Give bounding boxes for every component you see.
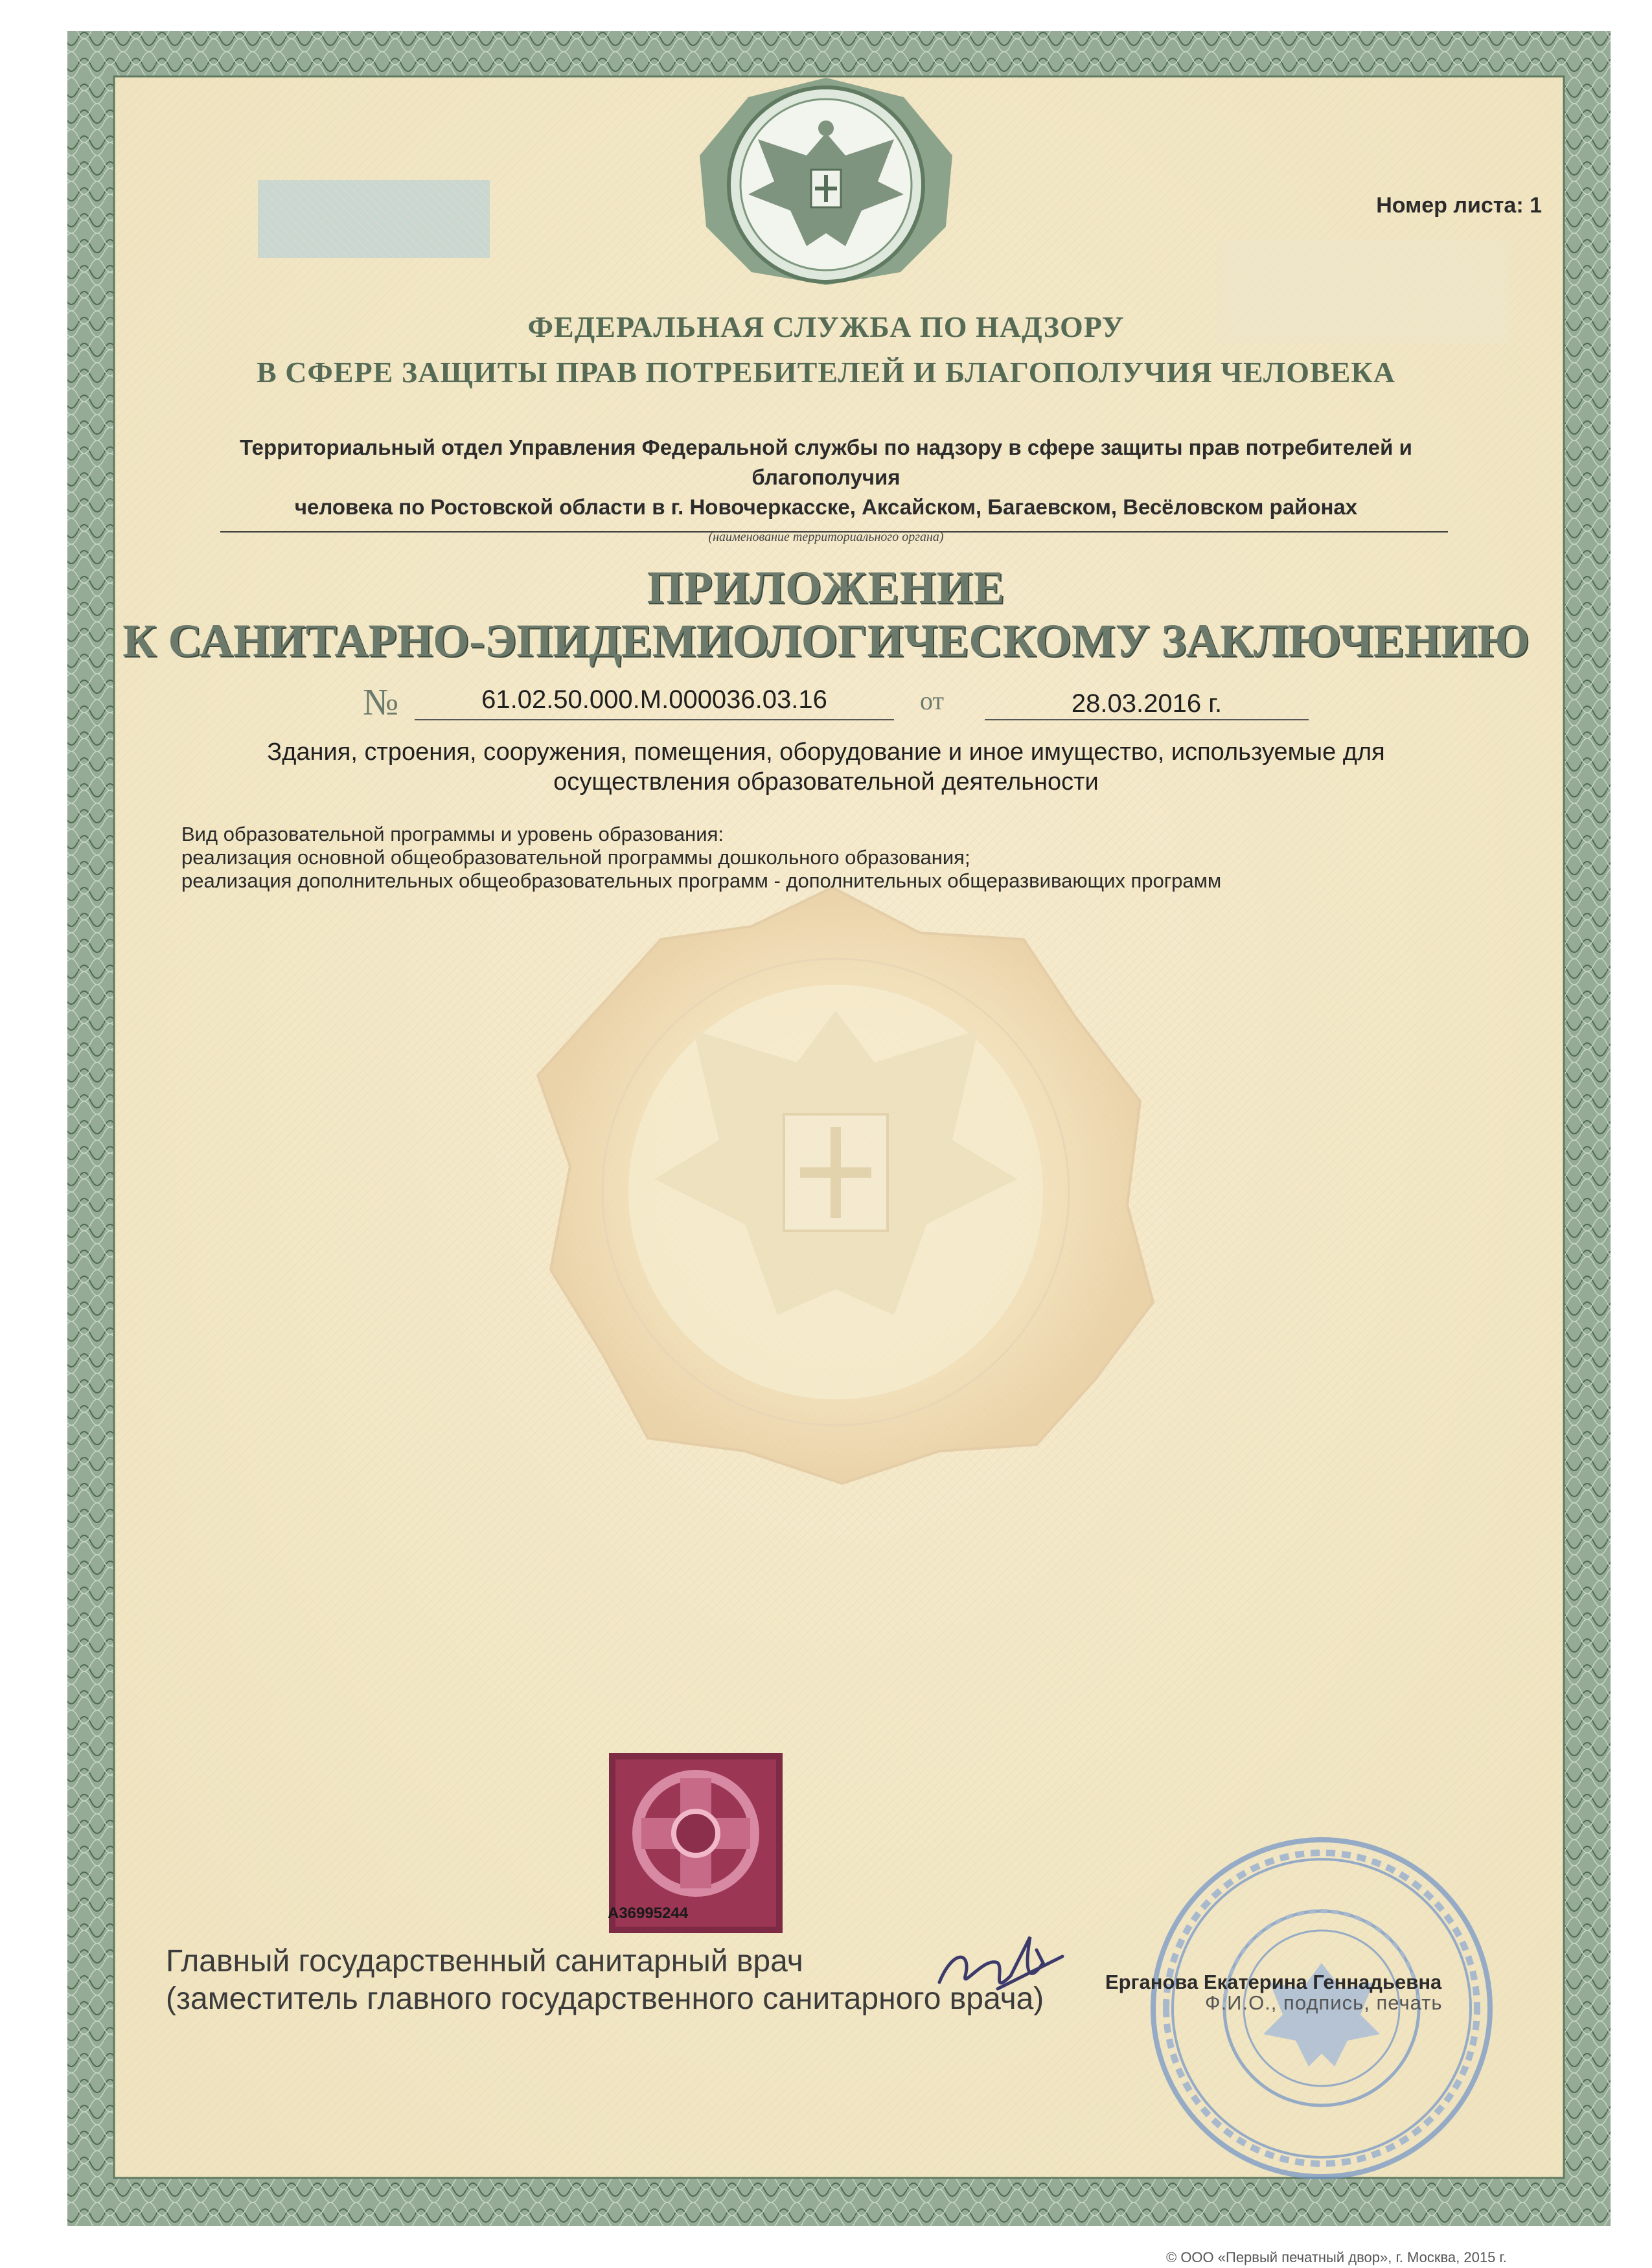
- signer-role-alt: (заместитель главного государственного санитарного врача): [166, 1982, 1044, 2016]
- conclusion-date: 28.03.2016 г.: [1071, 689, 1222, 718]
- programs-heading: Вид образовательной программы и уровень образования:: [181, 823, 724, 845]
- office-line2: человека по Ростовской области в г. Новочеркасске, Аксайском, Багаевском, Весёловском районах: [294, 495, 1358, 519]
- description-line1: Здания, строения, сооружения, помещения, оборудование и иное имущество, используемые для: [267, 739, 1385, 766]
- sheet-number: Номер листа: 1: [1376, 193, 1542, 218]
- hologram-code: А36995244: [608, 1905, 689, 1922]
- printer-footer: © ООО «Первый печатный двор», г. Москва, 2015 г.: [1166, 2249, 1507, 2265]
- education-programs: [181, 823, 1477, 893]
- signer-caption: Ф.И.О., подпись, печать: [1205, 1991, 1443, 2014]
- document-title: ПРИЛОЖЕНИЕ: [647, 562, 1005, 613]
- signer-role: Главный государственный санитарный врач: [166, 1944, 803, 1978]
- object-description: [130, 737, 1522, 797]
- number-underline: [415, 719, 894, 720]
- number-sign: №: [363, 681, 399, 723]
- program-item: реализация основной общеобразовательной программы дошкольного образования;: [181, 846, 970, 869]
- agency-name-line2: В СФЕРЕ ЗАЩИТЫ ПРАВ ПОТРЕБИТЕЛЕЙ И БЛАГОПОЛУЧИЯ ЧЕЛОВЕКА: [257, 356, 1395, 389]
- date-underline: [985, 719, 1309, 720]
- description-line2: осуществления образовательной деятельности: [553, 768, 1099, 796]
- office-line1: Территориальный отдел Управления Федеральной службы по надзору в сфере защиты прав потребителей и благополучия: [240, 435, 1412, 489]
- territorial-office: [194, 433, 1458, 522]
- program-item: реализация дополнительных общеобразовательных программ - дополнительных общеразвивающих программ: [181, 869, 1222, 892]
- signer-name: Ерганова Екатерина Геннадьевна: [1105, 1971, 1442, 1993]
- agency-name-line1: ФЕДЕРАЛЬНАЯ СЛУЖБА ПО НАДЗОРУ: [527, 310, 1125, 343]
- from-label: от: [920, 686, 944, 715]
- office-caption: (наименование территориального органа): [708, 530, 944, 544]
- conclusion-number: 61.02.50.000.М.000036.03.16: [481, 685, 827, 714]
- document-subtitle: К САНИТАРНО-ЭПИДЕМИОЛОГИЧЕСКОМУ ЗАКЛЮЧЕНИЮ: [122, 615, 1530, 667]
